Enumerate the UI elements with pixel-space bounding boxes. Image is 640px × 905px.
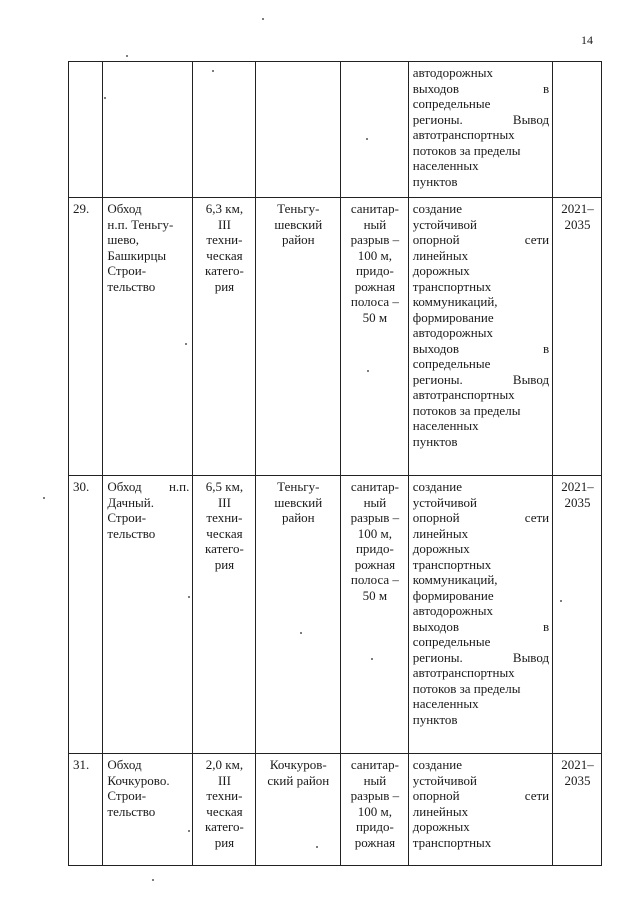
text-line: санитар- [350, 757, 399, 772]
text-line: регионы. Вывод [412, 371, 550, 387]
text-line: формирование [412, 587, 494, 603]
text-line: Дачный. [107, 494, 154, 510]
text-line: потоков за пределы [412, 680, 521, 696]
text-line: выходов в [412, 340, 550, 356]
text-line: опорной сети [412, 232, 550, 247]
text-line: Башкирцы [107, 247, 167, 263]
row-number: 30. [73, 479, 90, 494]
text-line: полоса – [350, 572, 399, 587]
cell-goal [408, 754, 552, 866]
text-line: устойчивой [412, 494, 478, 510]
text-line: дорожных [412, 541, 470, 556]
cell-period [553, 754, 602, 866]
text-line: ческая [206, 525, 243, 541]
text-line: 6,3 км, [205, 201, 244, 216]
text-line: III [217, 216, 231, 232]
text-line: III [217, 772, 231, 788]
page-number: 14 [581, 33, 593, 47]
scan-speck [262, 18, 264, 20]
text-line: Строи- [107, 510, 147, 525]
text-line: техни- [206, 788, 243, 803]
text-line: Кочкуров- [269, 757, 327, 772]
text-line: район [281, 510, 315, 525]
text-line: катего- [205, 263, 244, 278]
text-line: Теньгу- [277, 201, 320, 216]
cell-zone [341, 198, 409, 476]
text-line: разрыв – [350, 788, 400, 803]
text-line: устойчивой [412, 772, 478, 788]
text-line: Обход [107, 757, 142, 772]
text-line: Теньгу- [277, 479, 320, 494]
text-line: автотранспортных [412, 127, 515, 142]
text-line: потоков за пределы [412, 402, 521, 418]
text-line: 50 м [362, 309, 388, 325]
text-line: разрыв – [350, 510, 400, 525]
table-row [69, 198, 602, 476]
text-line: ский район [267, 772, 330, 788]
text-line: 6,5 км, [205, 479, 244, 494]
text-line: пунктов [412, 433, 458, 449]
text-line: дорожных [412, 819, 470, 834]
text-line: техни- [206, 232, 243, 247]
text-line: потоков за пределы [412, 142, 521, 158]
text-line: III [217, 494, 231, 510]
scan-speck [152, 879, 154, 881]
text-line: сопредельные [412, 356, 491, 371]
text-line: опорной сети [412, 788, 550, 803]
text-line: 100 м, [357, 803, 393, 819]
cell-district [255, 754, 341, 866]
text-line: шевский [274, 216, 323, 232]
text-line: полоса – [350, 294, 399, 309]
text-line: катего- [205, 541, 244, 556]
text-line: 2,0 км, [205, 757, 244, 772]
scan-speck [367, 370, 369, 372]
scan-speck [371, 658, 373, 660]
text-line: линейных [412, 803, 469, 819]
text-line: 2021– [561, 201, 594, 216]
cell-period [553, 198, 602, 476]
text-line: ный [363, 772, 387, 788]
table-row [69, 476, 602, 754]
scan-speck [212, 70, 214, 72]
text-line: Обход н.п. [107, 479, 190, 494]
cell-zone [341, 754, 409, 866]
text-line: 2021– [561, 757, 594, 772]
text-line: 2021– [561, 479, 594, 494]
text-line: Кочкурово. [107, 772, 170, 788]
text-line: 2035 [564, 772, 591, 788]
text-line: выходов в [412, 618, 550, 634]
text-line: катего- [205, 819, 244, 834]
cell-goal [408, 476, 552, 754]
projects-table [68, 61, 602, 866]
text-line: придо- [355, 541, 394, 556]
text-line: ческая [206, 247, 243, 263]
text-line: автотранспортных [412, 665, 515, 680]
text-line: санитар- [350, 479, 399, 494]
cell-name [103, 754, 193, 866]
text-line: дорожных [412, 263, 470, 278]
scan-speck [43, 497, 45, 499]
text-line: н.п. Теньгу- [107, 216, 174, 232]
text-line: техни- [206, 510, 243, 525]
text-line: ческая [206, 803, 243, 819]
text-line: линейных [412, 525, 469, 541]
text-line: придо- [355, 263, 394, 278]
text-line: формирование [412, 309, 494, 325]
text-line: транспортных [412, 278, 492, 294]
continuation-row [69, 62, 602, 198]
text-line: рия [214, 278, 235, 294]
text-line: автотранспортных [412, 387, 515, 402]
text-line: шевский [274, 494, 323, 510]
text-line: Строи- [107, 788, 147, 803]
text-line: Строи- [107, 263, 147, 278]
text-line: тельство [107, 525, 156, 541]
scan-speck [366, 138, 368, 140]
text-line: 2035 [564, 494, 591, 510]
cell-period [553, 476, 602, 754]
cell-length [193, 754, 255, 866]
cell-number [69, 62, 103, 198]
cell-number [69, 754, 103, 866]
scan-speck [185, 343, 187, 345]
text-line: тельство [107, 278, 156, 294]
cell-name [103, 476, 193, 754]
scan-speck [188, 830, 190, 832]
text-line: регионы. Вывод [412, 649, 550, 665]
text-line: пунктов [412, 711, 458, 727]
cell-length [193, 198, 255, 476]
cell-number [69, 198, 103, 476]
scan-speck [316, 846, 318, 848]
cell-zone [341, 476, 409, 754]
text-line: рожная [354, 556, 396, 572]
cell-goal [408, 62, 552, 198]
cell-goal [408, 198, 552, 476]
cell-number [69, 476, 103, 754]
text-line: создание [412, 479, 463, 494]
text-line: шево, [107, 232, 140, 247]
text-line: район [281, 232, 315, 247]
scan-speck [104, 97, 106, 99]
scan-speck [300, 632, 302, 634]
text-line: сопредельные [412, 96, 491, 111]
text-line: автодорожных [412, 325, 493, 340]
text-line: рожная [354, 278, 396, 294]
scan-speck [560, 600, 562, 602]
text-line: Обход [107, 201, 142, 216]
text-line: сопредельные [412, 634, 491, 649]
text-line: ный [363, 494, 387, 510]
text-line: создание [412, 201, 463, 216]
cell-district [255, 62, 341, 198]
text-line: создание [412, 757, 463, 772]
text-line: населенных [412, 696, 479, 711]
cell-zone [341, 62, 409, 198]
cell-length [193, 476, 255, 754]
text-line: тельство [107, 803, 156, 819]
text-line: устойчивой [412, 216, 478, 232]
text-line: выходов в [412, 80, 550, 96]
text-line: 100 м, [357, 525, 393, 541]
cell-period [553, 62, 602, 198]
text-line: коммуникаций, [412, 294, 498, 309]
cell-length [193, 62, 255, 198]
cell-name [103, 198, 193, 476]
text-line: населенных [412, 158, 479, 173]
text-line: рия [214, 834, 235, 850]
text-line: транспортных [412, 834, 492, 850]
text-line: автодорожных [412, 603, 493, 618]
text-line: придо- [355, 819, 394, 834]
text-line: 50 м [362, 587, 388, 603]
text-line: разрыв – [350, 232, 400, 247]
text-line: регионы. Вывод [412, 111, 550, 127]
text-line: линейных [412, 247, 469, 263]
text-line: опорной сети [412, 510, 550, 525]
row-number: 31. [73, 757, 90, 772]
scan-speck [126, 55, 128, 57]
text-line: ный [363, 216, 387, 232]
cell-district [255, 198, 341, 476]
text-line: санитар- [350, 201, 399, 216]
text-line: рожная [354, 834, 396, 850]
text-line: 100 м, [357, 247, 393, 263]
cell-district [255, 476, 341, 754]
text-line: пунктов [412, 173, 458, 189]
cell-name [103, 62, 193, 198]
text-line: рия [214, 556, 235, 572]
text-line: населенных [412, 418, 479, 433]
text-line: автодорожных [412, 65, 493, 80]
scan-speck [188, 596, 190, 598]
table-row [69, 754, 602, 866]
row-number: 29. [73, 201, 90, 216]
text-line: 2035 [564, 216, 591, 232]
text-line: транспортных [412, 556, 492, 572]
text-line: коммуникаций, [412, 572, 498, 587]
